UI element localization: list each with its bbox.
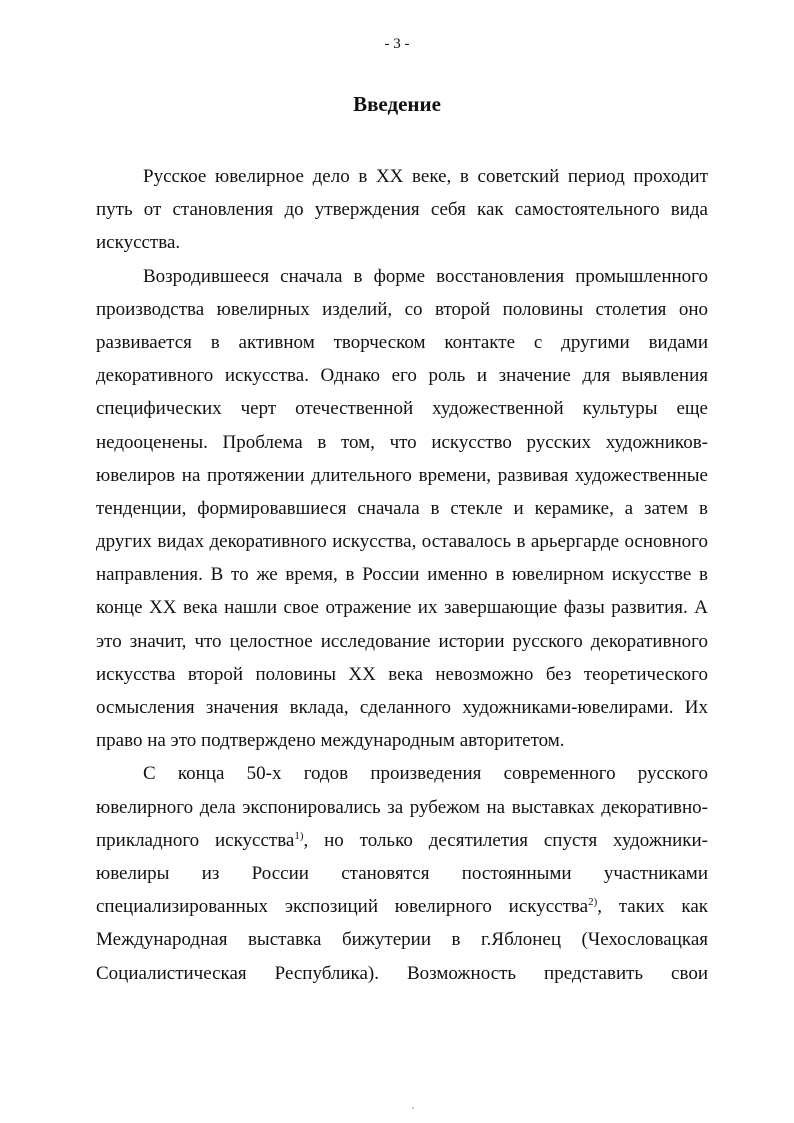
- paragraph-2-line-14: осмысления значения вклада, сделанного художниками-ювелирами. Их: [96, 697, 708, 718]
- paragraph-2-line-11: конце XX века нашли свое отражение их завершающие фазы развития. А: [96, 597, 708, 619]
- paragraph-3-line-5: [96, 890, 708, 923]
- paragraph-2-line-10: направления. В то же время, в России именно в ювелирном искусстве в: [96, 564, 708, 586]
- paragraph-3-line-7: Социалистическая Республика). Возможность представить свои: [96, 962, 708, 984]
- paragraph-2-line-2: производства ювелирных изделий, со второй половины столетия оно: [96, 298, 708, 320]
- paragraph-2-line-9: других видах декоративного искусства, оставалось в арьергарде основного: [96, 531, 708, 553]
- paragraph-1-line-3: искусства.: [96, 232, 181, 254]
- paragraph-3-line-3: [96, 824, 708, 857]
- footnote-marker-2: 2): [588, 895, 598, 908]
- paragraph-2-line-8: тенденции, формировавшиеся сначала в стекле и керамике, а затем в: [96, 497, 708, 519]
- paragraph-3-line-3-text: прикладного искусства: [96, 829, 295, 851]
- paragraph-2-line-6: недооценены. Проблема в том, что искусство русских художников-: [96, 431, 708, 453]
- page-number: - 3 -: [384, 36, 410, 52]
- paragraph-2-line-7: ювелиров на протяжении длительного времени, развивая художественные: [96, 464, 708, 486]
- document-body: [96, 160, 708, 990]
- scan-speck: [412, 1107, 414, 1109]
- paragraph-1-line-1: Русское ювелирное дело в XX веке, в советский период проходит: [143, 166, 708, 187]
- paragraph-1-line-2: путь от становления до утверждения себя как самостоятельного вида: [96, 199, 708, 221]
- paragraph-3-line-4: ювелиры из России становятся постоянными участниками: [96, 862, 708, 884]
- paragraph-2-line-4: декоративного искусства. Однако его роль и значение для выявления: [96, 365, 708, 387]
- paragraph-3-line-5-text: специализированных экспозиций ювелирного искусства: [96, 896, 589, 918]
- page-title: Введение: [353, 92, 441, 116]
- footnote-marker-1: 1): [294, 829, 304, 842]
- paragraph-3-line-2: ювелирного дела экспонировались за рубежом на выставках декоративно-: [96, 796, 708, 818]
- paragraph-3-line-1: С конца 50-х годов произведения современного русского: [143, 763, 708, 785]
- paragraph-3-line-6: Международная выставка бижутерии в г.Яблонец (Чехословацкая: [96, 929, 708, 951]
- paragraph-2-line-1: Возродившееся сначала в форме восстановления промышленного: [143, 265, 708, 287]
- paragraph-3-line-5-tail: , таких как: [597, 896, 708, 918]
- paragraph-2-line-5: специфических черт отечественной художественной культуры еще: [96, 398, 708, 420]
- paragraph-2-line-15: право на это подтверждено международным авторитетом.: [96, 730, 565, 752]
- paragraph-3-line-3-tail: , но только десятилетия спустя художники-: [303, 829, 709, 851]
- paragraph-2-line-3: развивается в активном творческом контакте с другими видами: [96, 331, 708, 353]
- paragraph-2-line-12: это значит, что целостное исследование истории русского декоративного: [96, 630, 708, 652]
- paragraph-2-line-13: искусства второй половины XX века невозможно без теоретического: [96, 663, 708, 685]
